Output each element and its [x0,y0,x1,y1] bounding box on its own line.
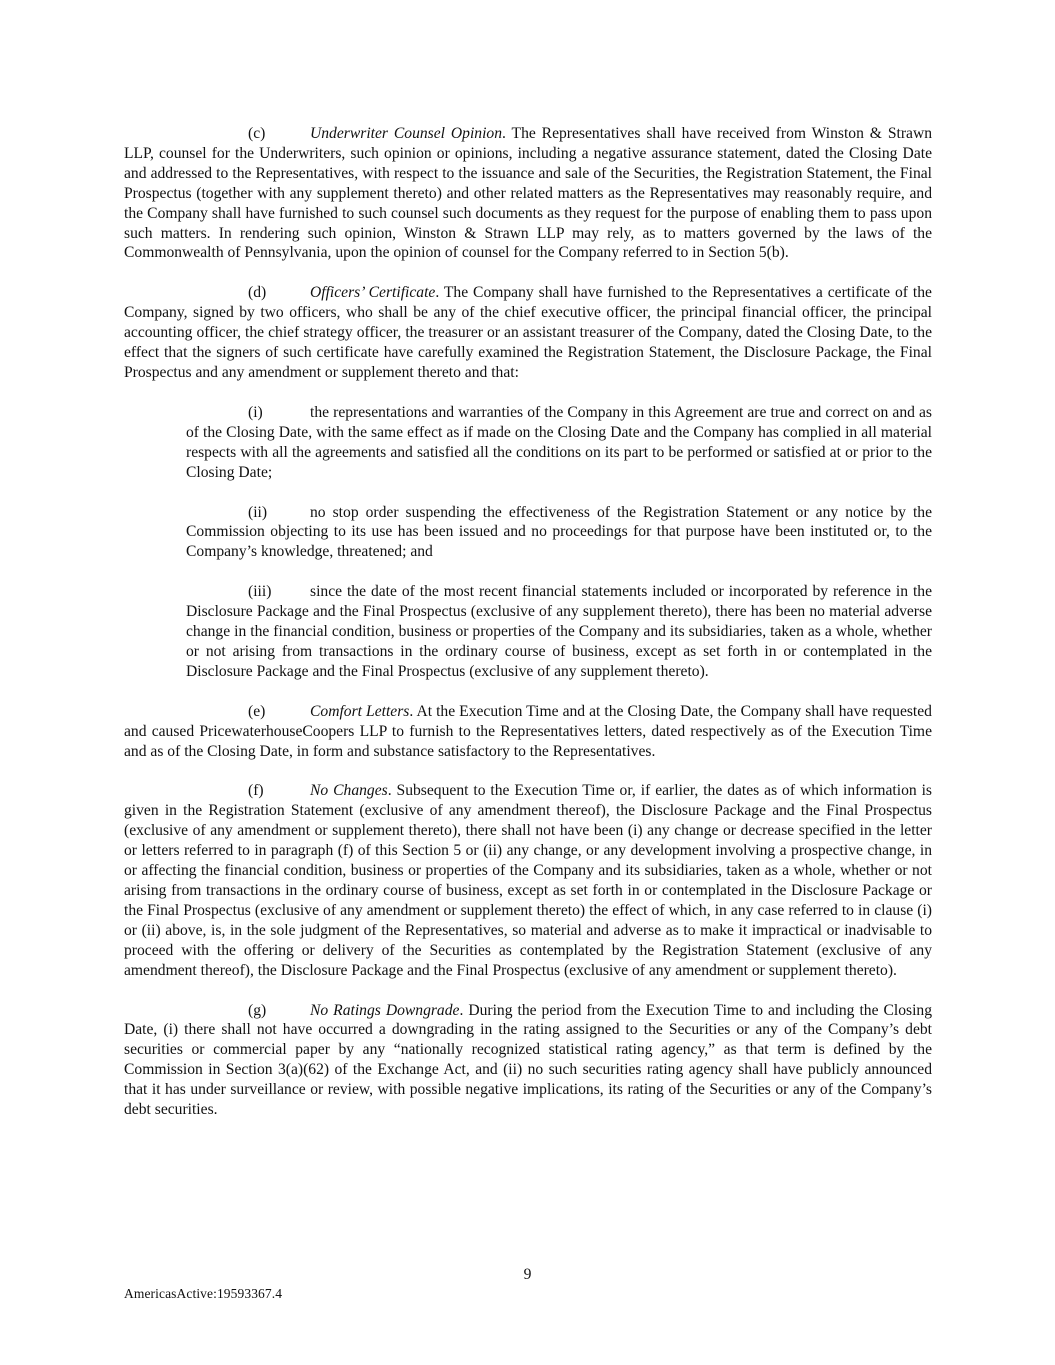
paragraph-label: (g) [248,1001,267,1019]
subparagraph-text: since the date of the most recent financial statements included or incorporated by reference in the Disclosure Package and the Final Prospectus (exclusive of any supplement thereto), there has been no material adverse change in the financial condition, business or properties of the Company and its subsidiaries, taken as a whole, whether or not arising from transactions in the ordinary course of business, except as set forth in or contemplated in the Disclosure Package and the Final Prospectus (exclusive of any supplement thereto). [186,583,932,680]
subparagraph-text: no stop order suspending the effectiveness of the Registration Statement or any notice by the Commission objecting to its use has been issued and no proceedings for that purpose have been instituted or, to the Company’s knowledge, threatened; and [186,503,932,561]
paragraph-e-comfort-letters [124,702,932,762]
paragraph-text: . During the period from the Execution Time to and including the Closing Date, (i) there shall not have occurred a downgrading in the rating assigned to the Securities or any of the Company’s debt securities or commercial paper by any “nationally recognized statistical rating agency,” as that term is defined by the Commission in Section 3(a)(62) of the Exchange Act, and (ii) no such securities rating agency shall have publicly announced that it has under surveillance or review, with possible negative implications, its rating of the Securities or any of the Company’s debt securities. [124,1001,932,1119]
paragraph-text: . Subsequent to the Execution Time or, if earlier, the dates as of which information is given in the Registration Statement (exclusive of any amendment thereof), the Disclosure Package and the Final Prospectus (exclusive of any amendment or supplement thereto), there shall not have been (i) any change or decrease specified in the letter or letters referred to in paragraph (f) of this Section 5 or (ii) any change, or any development involving a prospective change, in or affecting the financial condition, business or properties of the Company and its subsidiaries, taken as a whole, whether or not arising from transactions in the ordinary course of business, except as set forth in or contemplated in the Disclosure Package or the Final Prospectus (exclusive of any amendment or supplement thereto) the effect of which, in any case referred to in clause (i) or (ii) above, is, in the sole judgment of the Representatives, so material and adverse as to make it impractical or inadvisable to proceed with the offering or delivery of the Securities as contemplated by the Registration Statement (exclusive of any amendment thereof), the Disclosure Package and the Final Prospectus (exclusive of any amendment or supplement thereto). [124,782,932,979]
paragraph-heading: Officers’ Certificate [310,284,436,302]
paragraph-heading: Comfort Letters [310,702,410,720]
paragraph-label: (e) [248,702,266,720]
subparagraph-text: the representations and warranties of the Company in this Agreement are true and correct on and as of the Closing Date, with the same effect as if made on the Closing Date and the Company has complied in all material respects with all the agreements and satisfied all the conditions on its part to be performed or satisfied at or prior to the Closing Date; [186,403,932,481]
document-body [124,124,932,1140]
document-id: AmericasActive:19593367.4 [124,1286,283,1301]
paragraph-f-no-changes [124,781,932,980]
paragraph-heading: Underwriter Counsel Opinion [310,125,503,142]
subparagraph-iii [186,582,932,682]
paragraph-d-officers-certificate [124,283,932,383]
paragraph-c-underwriter-counsel-opinion [124,124,932,263]
page-number: 9 [523,1266,532,1283]
subparagraph-label: (i) [248,403,263,421]
paragraph-text: . The Company shall have furnished to the Representatives a certificate of the Company, signed by two officers, who shall be any of the chief executive officer, the principal financial officer, the principal accounting officer, the chief strategy officer, the treasurer or an assistant treasurer of the Company, dated the Closing Date, to the effect that the signers of such certificate have carefully examined the Registration Statement, the Disclosure Package, the Final Prospectus and any amendment or supplement thereto and that: [124,284,932,381]
subparagraph-i [186,403,932,483]
paragraph-label: (d) [248,284,267,302]
paragraph-text: . At the Execution Time and at the Closing Date, the Company shall have requested and caused PricewaterhouseCoopers LLP to furnish to the Representatives letters, dated respectively as of the Execution Time and as of the Closing Date, in form and substance satisfactory to the Representatives. [124,702,932,760]
paragraph-g-no-ratings-downgrade [124,1001,932,1120]
paragraph-label: (c) [248,125,266,142]
paragraph-text: . The Representatives shall have received from Winston & Strawn LLP, counsel for the Underwriters, such opinion or opinions, including a negative assurance statement, dated the Closing Date and addressed to the Representatives, with respect to the issuance and sale of the Securities, the Registration Statement, the Final Prospectus (together with any supplement thereto) and other related matters as the Representatives may reasonably require, and the Company shall have furnished to such counsel such documents as they request for the purpose of enabling them to pass upon such matters. In rendering such opinion, Winston & Strawn LLP may rely, as to matters governed by the laws of the Commonwealth of Pennsylvania, upon the opinion of counsel for the Company referred to in Section 5(b). [124,125,932,262]
paragraph-label: (f) [248,782,264,800]
subparagraph-label: (iii) [248,583,272,601]
paragraph-heading: No Changes [310,782,388,800]
paragraph-heading: No Ratings Downgrade [310,1001,460,1019]
subparagraph-label: (ii) [248,503,268,521]
subparagraph-ii [186,503,932,563]
